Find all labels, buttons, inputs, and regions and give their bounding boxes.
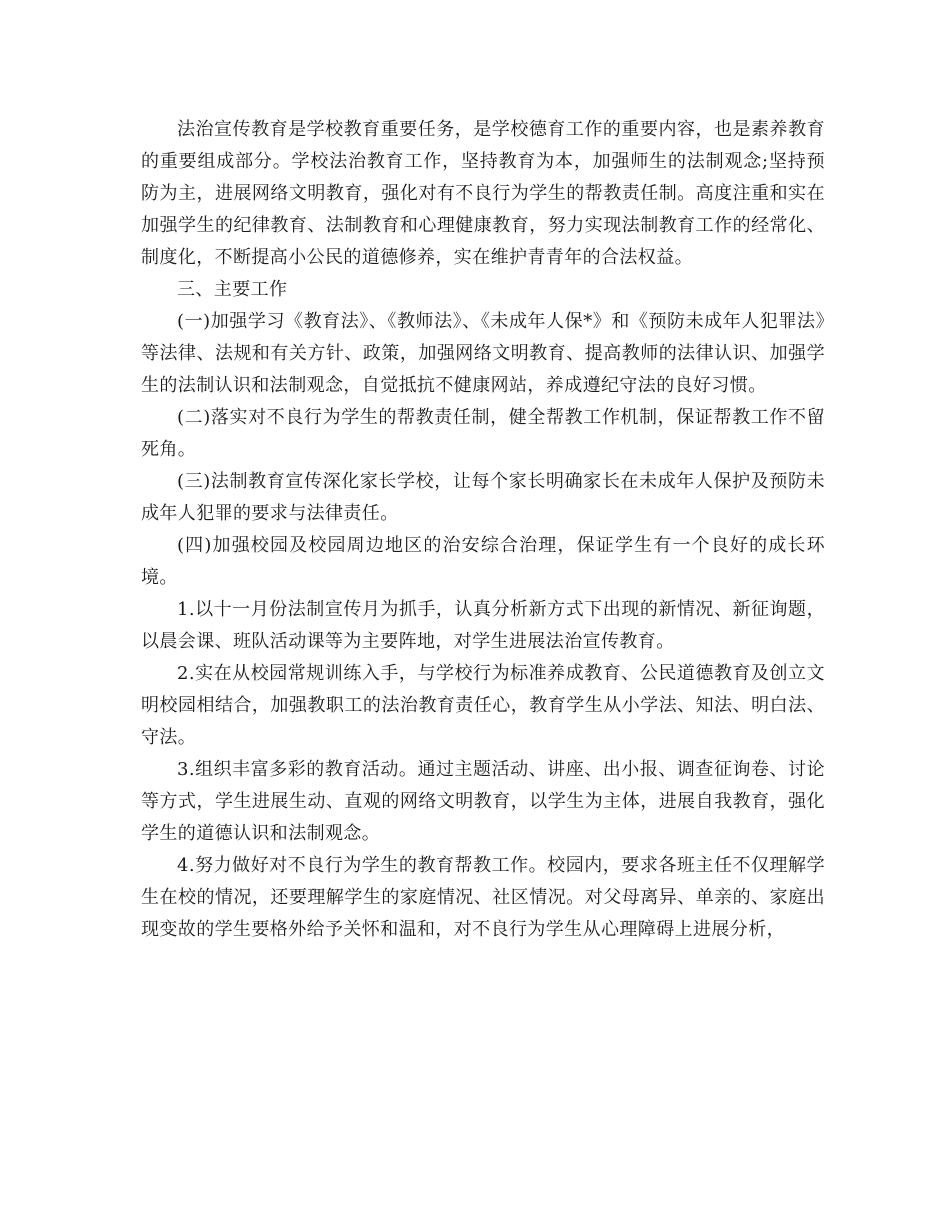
paragraph-intro: 法治宣传教育是学校教育重要任务，是学校德育工作的重要内容，也是素养教育的重要组成部分。学校法治教育工作，坚持教育为本，加强师生的法制观念;坚持预防为主，进展网络文明教育，强化对有不良行为学生的帮教责任制。高度注重和实在加强学生的纪律教育、法制教育和心理健康教育，努力实现法制教育工作的经常化、制度化，不断提高小公民的道德修养，实在维护青青年的合法权益。 bbox=[141, 119, 825, 268]
section-heading-main-work: 三、主要工作 bbox=[177, 279, 288, 300]
paragraph-point-3: 3.组织丰富多彩的教育活动。通过主题活动、讲座、出小报、调查征询卷、讨论等方式，学生进展生动、直观的网络文明教育，以学生为主体，进展自我教育，强化学生的道德认识和法制观念。 bbox=[141, 759, 825, 844]
paragraph-point-4: 4.努力做好对不良行为学生的教育帮教工作。校园内，要求各班主任不仅理解学生在校的情况，还要理解学生的家庭情况、社区情况。对父母离异、单亲的、家庭出现变故的学生要格外给予关怀和温和，对不良行为学生从心理障碍上进展分析， bbox=[141, 855, 825, 940]
paragraph-item-4: (四)加强校园及校园周边地区的治安综合治理，保证学生有一个良好的成长环境。 bbox=[141, 535, 825, 588]
document-body bbox=[141, 114, 825, 946]
paragraph-item-2: (二)落实对不良行为学生的帮教责任制，健全帮教工作机制，保证帮教工作不留死角。 bbox=[141, 407, 825, 460]
paragraph-point-2: 2.实在从校园常规训练入手，与学校行为标准养成教育、公民道德教育及创立文明校园相结合，加强教职工的法治教育责任心，教育学生从小学法、知法、明白法、守法。 bbox=[141, 663, 825, 748]
paragraph-item-1: (一)加强学习《教育法》、《教师法》、《未成年人保*》和《预防未成年人犯罪法》等法律、法规和有关方针、政策，加强网络文明教育、提高教师的法律认识、加强学生的法制认识和法制观念，自觉抵抗不健康网站，养成遵纪守法的良好习惯。 bbox=[141, 311, 825, 396]
paragraph-item-3: (三)法制教育宣传深化家长学校，让每个家长明确家长在未成年人保护及预防未成年人犯罪的要求与法律责任。 bbox=[141, 471, 825, 524]
paragraph-point-1: 1.以十一月份法制宣传月为抓手，认真分析新方式下出现的新情况、新征询题，以晨会课、班队活动课等为主要阵地，对学生进展法治宣传教育。 bbox=[141, 599, 825, 652]
